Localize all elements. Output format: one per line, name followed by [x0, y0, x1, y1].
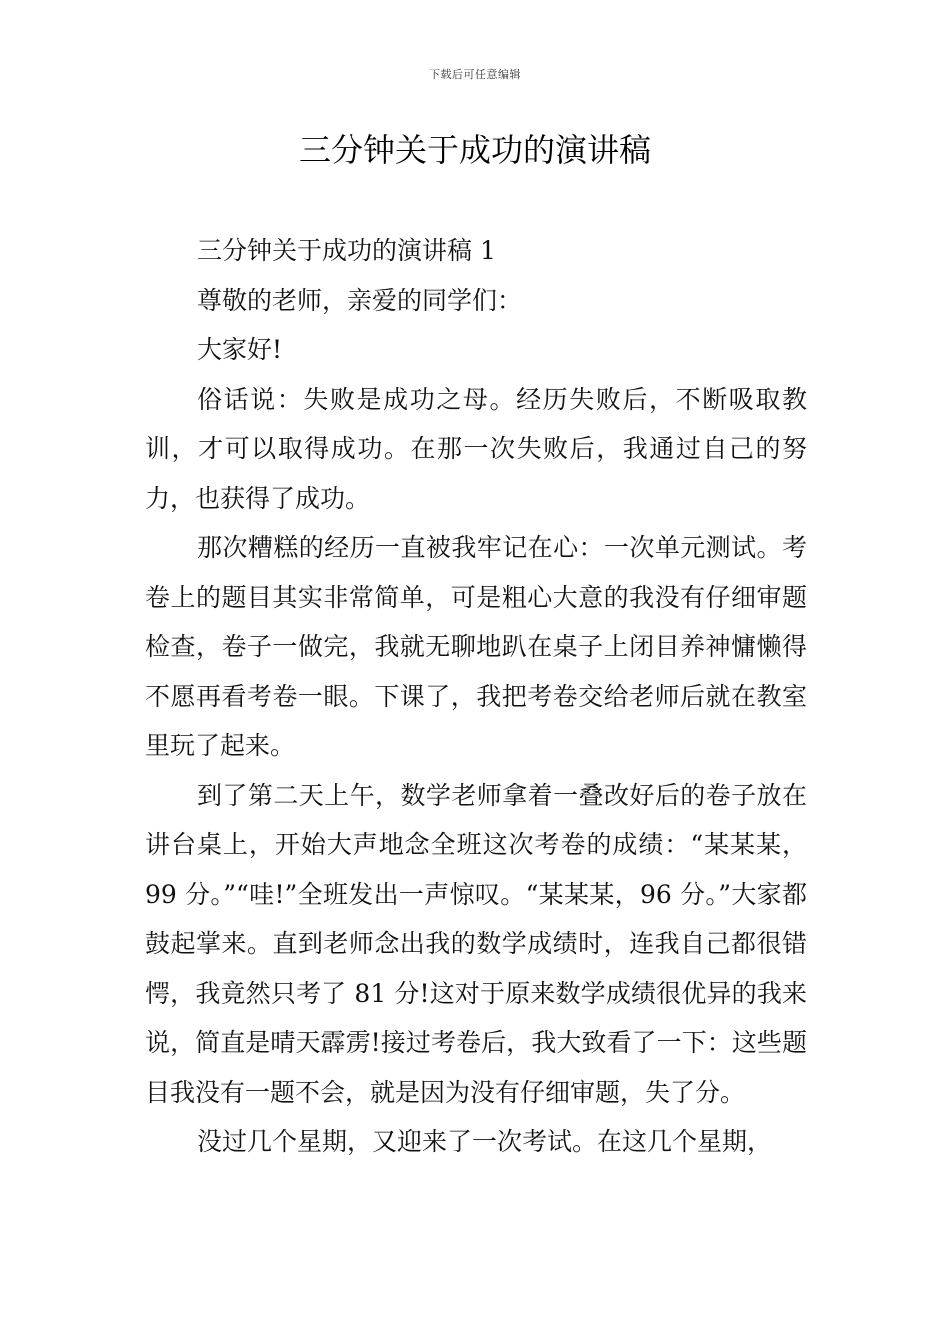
paragraph: 俗话说：失败是成功之母。经历失败后，不断吸取教训，才可以取得成功。在那一次失败后，我通过自己的努力，也获得了成功。	[145, 384, 807, 513]
document-body	[145, 226, 807, 1167]
paragraph-heading: 三分钟关于成功的演讲稿 1	[197, 236, 496, 265]
paragraph-salutation: 尊敬的老师，亲爱的同学们：	[197, 285, 523, 315]
header-note: 下载后可任意编辑	[429, 68, 521, 81]
paragraph-greeting: 大家好!	[197, 335, 283, 364]
paragraph: 那次糟糕的经历一直被我牢记在心：一次单元测试。考卷上的题目其实非常简单，可是粗心大意的我没有仔细审题检查，卷子一做完，我就无聊地趴在桌子上闭目养神慵懒得不愿再看考卷一眼。下课了，我把考卷交给老师后就在教室里玩了起来。	[145, 533, 807, 760]
document-title: 三分钟关于成功的演讲稿	[298, 131, 651, 169]
paragraph: 到了第二天上午，数学老师拿着一叠改好后的卷子放在讲台桌上，开始大声地念全班这次考卷的成绩：“某某某，99 分。”“哇!”全班发出一声惊叹。“某某某，96 分。”大家都鼓起掌来。直到老师念出我的数学成绩时，连我自己都很错愕，我竟然只考了 81 分!这对于原来数学成绩很优异的我来说，简直是晴天霹雳!接过考卷后，我大致看了一下：这些题目我没有一题不会，就是因为没有仔细审题，失了分。	[145, 780, 807, 1107]
paragraph: 没过几个星期，又迎来了一次考试。在这几个星期，	[197, 1127, 773, 1156]
